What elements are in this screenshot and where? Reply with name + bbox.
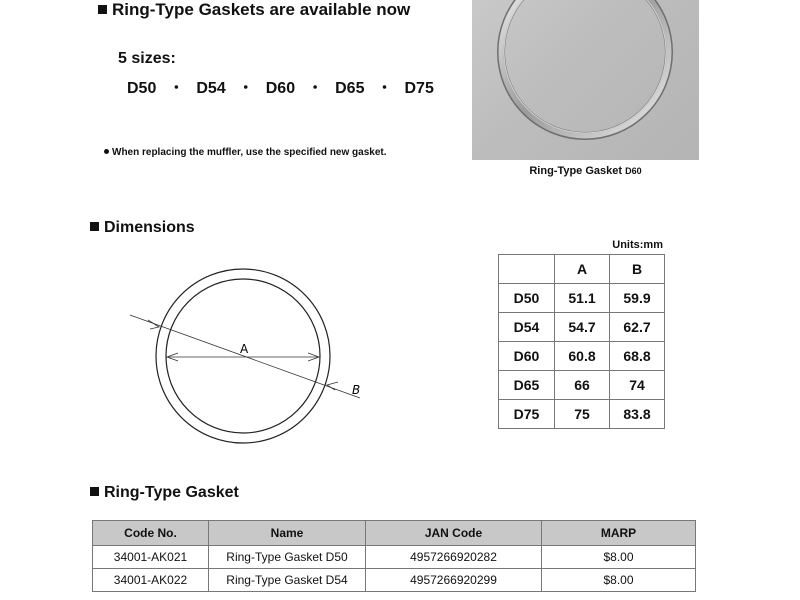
sizes-title: 5 sizes: bbox=[118, 50, 176, 67]
table-row bbox=[499, 371, 665, 400]
size-item: D50 bbox=[127, 80, 157, 97]
table-cell: 54.7 bbox=[555, 313, 610, 342]
round-bullet-icon bbox=[104, 149, 109, 154]
table-cell: D54 bbox=[499, 313, 555, 342]
table-cell: D50 bbox=[499, 284, 555, 313]
gasket-photo bbox=[472, 0, 699, 160]
table-header-cell: B bbox=[610, 255, 665, 284]
jan-cell: 4957266920299 bbox=[366, 569, 542, 592]
ring-gasket-image bbox=[472, 0, 699, 160]
code-cell: 34001-AK022 bbox=[93, 569, 209, 592]
size-separator: ・ bbox=[307, 80, 324, 97]
table-cell: 60.8 bbox=[555, 342, 610, 371]
dimensions-header-row bbox=[499, 255, 665, 284]
table-header-cell: A bbox=[555, 255, 610, 284]
table-row bbox=[93, 546, 696, 569]
table-row bbox=[499, 342, 665, 371]
size-separator: ・ bbox=[376, 80, 393, 97]
photo-caption-size: D60 bbox=[625, 166, 642, 176]
price-cell: $8.00 bbox=[542, 546, 696, 569]
square-bullet-icon bbox=[98, 5, 107, 14]
table-row bbox=[499, 400, 665, 429]
square-bullet-icon bbox=[90, 222, 99, 231]
headline-text: Ring-Type Gaskets are available now bbox=[112, 0, 411, 19]
dimension-diagram bbox=[120, 260, 380, 460]
column-header-jan: JAN Code bbox=[366, 521, 542, 546]
table-cell: D65 bbox=[499, 371, 555, 400]
note-text: When replacing the muffler, use the specified new gasket. bbox=[112, 147, 387, 158]
table-cell: D60 bbox=[499, 342, 555, 371]
table-cell: 51.1 bbox=[555, 284, 610, 313]
size-separator: ・ bbox=[168, 80, 185, 97]
product-table bbox=[92, 520, 696, 592]
diagram-label-a: A bbox=[240, 342, 249, 356]
product-table-heading bbox=[90, 484, 239, 502]
arrowhead-b-right bbox=[327, 382, 338, 390]
square-bullet-icon bbox=[90, 487, 99, 496]
sizes-list bbox=[127, 75, 434, 98]
photo-caption bbox=[472, 165, 699, 177]
size-item: D65 bbox=[335, 80, 365, 97]
table-cell: 62.7 bbox=[610, 313, 665, 342]
size-item: D75 bbox=[404, 80, 434, 97]
headline bbox=[98, 0, 410, 20]
table-row bbox=[93, 569, 696, 592]
table-cell: 83.8 bbox=[610, 400, 665, 429]
product-header-row bbox=[93, 521, 696, 546]
table-cell: 59.9 bbox=[610, 284, 665, 313]
column-header-code: Code No. bbox=[93, 521, 209, 546]
code-cell: 34001-AK021 bbox=[93, 546, 209, 569]
diagram-label-b: B bbox=[352, 383, 361, 397]
name-cell: Ring-Type Gasket D50 bbox=[209, 546, 366, 569]
column-header-marp: MARP bbox=[542, 521, 696, 546]
photo-caption-main: Ring-Type Gasket bbox=[529, 165, 623, 177]
table-row bbox=[499, 313, 665, 342]
table-cell: D75 bbox=[499, 400, 555, 429]
units-label: Units:mm bbox=[612, 239, 663, 251]
table-cell: 74 bbox=[610, 371, 665, 400]
dimensions-heading-text: Dimensions bbox=[104, 219, 195, 236]
size-item: D60 bbox=[265, 80, 296, 97]
table-cell: 68.8 bbox=[610, 342, 665, 371]
table-cell: 75 bbox=[555, 400, 610, 429]
table-header-cell bbox=[499, 255, 555, 284]
table-cell: 66 bbox=[555, 371, 610, 400]
jan-cell: 4957266920282 bbox=[366, 546, 542, 569]
price-cell: $8.00 bbox=[542, 569, 696, 592]
size-item: D54 bbox=[196, 80, 226, 97]
dimensions-table bbox=[498, 254, 665, 429]
name-cell: Ring-Type Gasket D54 bbox=[209, 569, 366, 592]
size-separator: ・ bbox=[237, 80, 254, 97]
table-row bbox=[499, 284, 665, 313]
column-header-name: Name bbox=[209, 521, 366, 546]
dimensions-heading bbox=[90, 219, 195, 237]
product-table-heading-text: Ring-Type Gasket bbox=[104, 484, 239, 501]
replacement-note bbox=[104, 147, 387, 158]
